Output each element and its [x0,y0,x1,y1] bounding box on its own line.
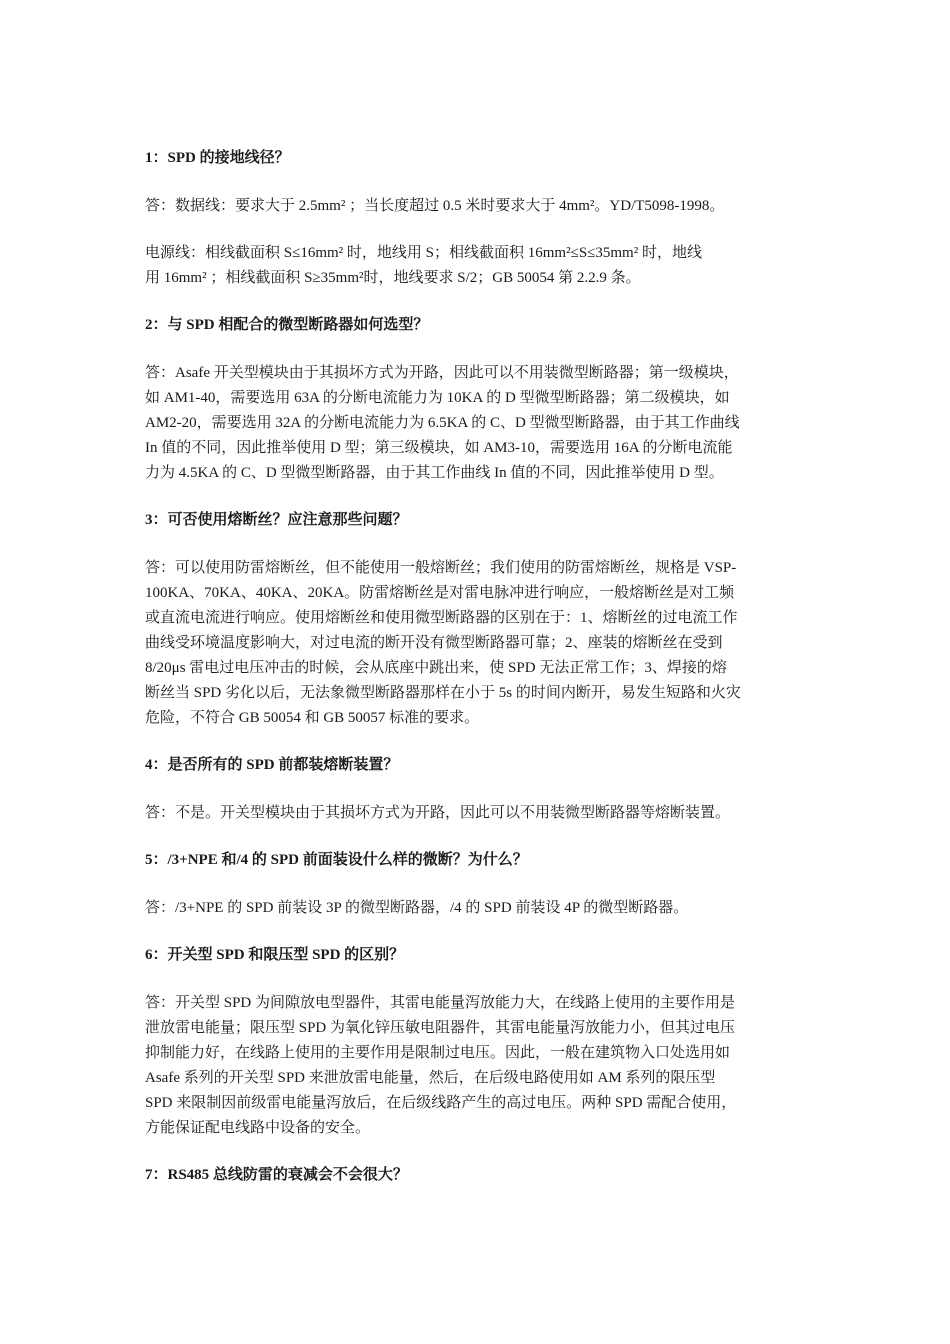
answer-paragraph [145,556,810,731]
text-line: 曲线受环境温度影响大，对过电流的断开没有微型断路器可靠；2、座装的熔断丝在受到 [145,635,723,651]
text-line: 用 16mm² ；相线截面积 S≥35mm²时，地线要求 S/2；GB 50054 第 2.2.9 条。 [145,270,641,286]
text-line: 答：不是。开关型模块由于其损坏方式为开路，因此可以不用装微型断路器等熔断装置。 [145,805,731,821]
text-line: 断丝当 SPD 劣化以后，无法象微型断路器那样在小于 5s 的时间内断开，易发生短路和火灾 [145,685,741,701]
text-line: Asafe 系列的开关型 SPD 来泄放雷电能量，然后，在后级电路使用如 AM 系列的限压型 [145,1070,716,1086]
question-heading: 7：RS485 总线防雷的衰减会不会很大？ [145,1167,408,1183]
text-line: AM2-20，需要选用 32A 的分断电流能力为 6.5KA 的 C、D 型微型断路器，由于其工作曲线 [145,415,740,431]
text-line: 力为 4.5KA 的 C、D 型微型断路器，由于其工作曲线 In 值的不同，因此推举使用 D 型。 [145,465,724,481]
text-line: 答：开关型 SPD 为间隙放电型器件，其雷电能量泻放能力大，在线路上使用的主要作用是 [145,995,736,1011]
answer-paragraph [145,801,810,826]
text-line: 答：/3+NPE 的 SPD 前装设 3P 的微型断路器，/4 的 SPD 前装设 4P 的微型断路器。 [145,900,689,916]
answer-paragraph [145,194,810,219]
text-line: 如 AM1-40，需要选用 63A 的分断电流能力为 10KA 的 D 型微型断路器；第二级模块，如 [145,390,730,406]
text-line: 抑制能力好，在线路上使用的主要作用是限制过电压。因此，一般在建筑物入口处选用如 [145,1045,731,1061]
text-line: In 值的不同，因此推举使用 D 型；第三级模块，如 AM3-10，需要选用 16A 的分断电流能 [145,440,733,456]
text-line: 答：Asafe 开关型模块由于其损坏方式为开路，因此可以不用装微型断路器；第一级模块， [145,365,739,381]
answer-paragraph [145,896,810,921]
answer-paragraph [145,991,810,1141]
question-heading: 2：与 SPD 相配合的微型断路器如何选型？ [145,317,429,333]
text-line: 危险，不符合 GB 50054 和 GB 50057 标准的要求。 [145,710,480,726]
text-line: SPD 来限制因前级雷电能量泻放后，在后级线路产生的高过电压。两种 SPD 需配合使用， [145,1095,737,1111]
text-line: 方能保证配电线路中设备的安全。 [145,1120,371,1136]
question-heading: 1：SPD 的接地线径？ [145,150,290,166]
answer-paragraph [145,241,810,291]
text-line: 8/20μs 雷电过电压冲击的时候，会从底座中跳出来，使 SPD 无法正常工作；3、焊接的熔 [145,660,727,676]
question-heading: 4：是否所有的 SPD 前都装熔断装置？ [145,757,399,773]
document-body [145,146,810,1211]
text-line: 或直流电流进行响应。使用熔断丝和使用微型断路器的区别在于：1、熔断丝的过电流工作 [145,610,738,626]
text-line: 泄放雷电能量；限压型 SPD 为氧化锌压敏电阻器件，其雷电能量泻放能力小，但其过电压 [145,1020,736,1036]
question-heading: 5：/3+NPE 和/4 的 SPD 前面装设什么样的微断？为什么？ [145,852,528,868]
text-line: 电源线：相线截面积 S≤16mm² 时，地线用 S；相线截面积 16mm²≤S≤35mm² 时，地线 [145,245,702,261]
question-heading: 6：开关型 SPD 和限压型 SPD 的区别？ [145,947,405,963]
text-line: 100KA、70KA、40KA、20KA。防雷熔断丝是对雷电脉冲进行响应，一般熔断丝是对工频 [145,585,735,601]
question-heading: 3：可否使用熔断丝？应注意那些问题？ [145,512,408,528]
text-line: 答：数据线：要求大于 2.5mm² ；当长度超过 0.5 米时要求大于 4mm²。YD/T5098-1998。 [145,198,725,214]
text-line: 答：可以使用防雷熔断丝，但不能使用一般熔断丝；我们使用的防雷熔断丝，规格是 VSP- [145,560,737,576]
answer-paragraph [145,361,810,486]
